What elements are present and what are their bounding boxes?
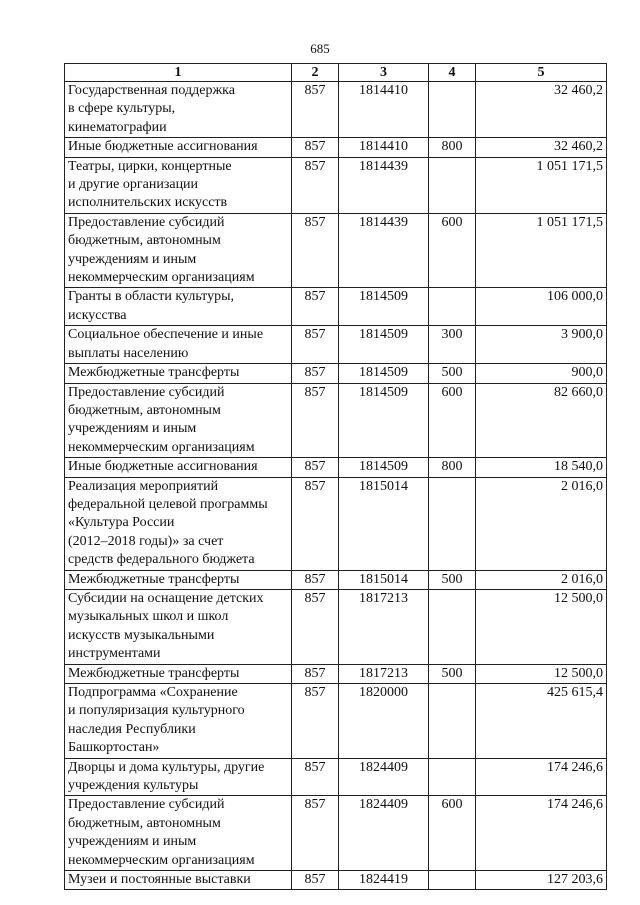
row-target-item-cell-text: 1820000 [359, 685, 408, 700]
row-expense-type-cell-text: 600 [441, 384, 463, 400]
table-row [65, 570, 607, 589]
row-target-item-cell [339, 684, 429, 759]
row-ministry-cell-text: 857 [304, 327, 326, 343]
table-body [65, 82, 607, 890]
table-row [65, 458, 607, 477]
row-expense-type-cell-text: 800 [441, 139, 463, 155]
row-sum-cell [476, 213, 607, 288]
row-ministry-cell [292, 589, 339, 664]
row-name-cell-text: Дворцы и дома культуры, другие учреждения культуры [68, 759, 265, 794]
row-name-cell [65, 383, 292, 458]
table-row [65, 684, 607, 759]
row-sum-cell [476, 364, 607, 383]
row-name-cell [65, 664, 292, 683]
row-sum-cell [476, 664, 607, 683]
row-name-cell [65, 288, 292, 326]
row-name-cell-text: Межбюджетные трансферты [68, 571, 240, 587]
row-sum-cell [476, 383, 607, 458]
row-ministry-cell-text: 857 [304, 214, 326, 230]
row-ministry-cell [292, 213, 339, 288]
row-name-cell-text: Иные бюджетные ассигнования [68, 139, 258, 155]
row-sum-cell-text: 106 000,0 [547, 289, 603, 305]
row-name-cell [65, 157, 292, 213]
row-name-cell [65, 138, 292, 157]
row-name-cell [65, 477, 292, 570]
row-target-item-cell [339, 477, 429, 570]
row-expense-type-cell [429, 213, 476, 288]
row-sum-cell-text: 82 660,0 [554, 384, 603, 400]
row-target-item-cell [339, 364, 429, 383]
row-sum-cell [476, 157, 607, 213]
row-ministry-cell [292, 326, 339, 364]
table-row [65, 288, 607, 326]
row-ministry-cell-text: 857 [304, 83, 326, 98]
row-ministry-cell-text: 857 [304, 459, 326, 475]
page-number: 685 [310, 41, 330, 56]
row-expense-type-cell [429, 138, 476, 157]
column-header-expense-type: 4 [429, 64, 476, 82]
row-expense-type-cell [429, 871, 476, 890]
row-sum-cell-text: 12 500,0 [554, 590, 603, 606]
row-target-item-cell [339, 570, 429, 589]
row-expense-type-cell [429, 458, 476, 477]
row-ministry-cell-text: 857 [304, 139, 326, 155]
row-sum-cell [476, 589, 607, 664]
row-name-cell-text: Предоставление субсидий бюджетным, автономным учреждениям и иным некоммерческим организациям [68, 214, 255, 286]
row-name-cell-text: Подпрограмма «Сохранение и популяризация культурного наследия Республики Башкортостан» [68, 685, 245, 756]
row-expense-type-cell-text: 500 [441, 665, 463, 681]
row-expense-type-cell [429, 758, 476, 796]
row-target-item-cell-text: 1817213 [359, 590, 408, 606]
row-name-cell [65, 684, 292, 759]
row-name-cell [65, 570, 292, 589]
row-target-item-cell-text: 1815014 [359, 571, 408, 587]
row-sum-cell-text: 2 016,0 [561, 571, 603, 587]
row-ministry-cell [292, 871, 339, 890]
row-name-cell-text: Межбюджетные трансферты [68, 365, 240, 381]
row-sum-cell-text: 174 246,6 [547, 759, 603, 775]
row-name-cell-text: Театры, цирки, концертные и другие организации исполнительских искусств [68, 158, 232, 211]
row-expense-type-cell-text: 800 [441, 459, 463, 475]
table-row [65, 383, 607, 458]
row-expense-type-cell [429, 364, 476, 383]
row-sum-cell [476, 796, 607, 871]
row-sum-cell-text: 2 016,0 [561, 478, 603, 494]
row-name-cell-text: Музеи и постоянные выставки [68, 872, 251, 888]
row-name-cell-text: Субсидии на оснащение детских музыкальных школ и школ искусств музыкальными инструментами [68, 590, 264, 662]
row-target-item-cell [339, 458, 429, 477]
column-header-name: 1 [65, 64, 292, 82]
row-expense-type-cell [429, 383, 476, 458]
row-target-item-cell-text: 1814439 [359, 158, 408, 174]
row-name-cell [65, 82, 292, 138]
row-name-cell [65, 364, 292, 383]
table-row [65, 871, 607, 890]
row-ministry-cell [292, 796, 339, 871]
table-row [65, 213, 607, 288]
row-expense-type-cell [429, 477, 476, 570]
table-row [65, 477, 607, 570]
row-name-cell [65, 758, 292, 796]
row-target-item-cell-text: 1817213 [359, 665, 408, 681]
row-target-item-cell-text: 1814509 [359, 365, 408, 381]
row-expense-type-cell [429, 589, 476, 664]
row-target-item-cell [339, 871, 429, 890]
row-target-item-cell-text: 1814410 [359, 83, 408, 98]
row-sum-cell [476, 758, 607, 796]
row-ministry-cell-text: 857 [304, 365, 326, 381]
row-target-item-cell-text: 1824409 [359, 797, 408, 813]
row-target-item-cell [339, 82, 429, 138]
column-header-ministry: 2 [292, 64, 339, 82]
row-ministry-cell-text: 857 [304, 759, 326, 775]
row-expense-type-cell [429, 157, 476, 213]
row-target-item-cell-text: 1814509 [359, 327, 408, 343]
table-row [65, 664, 607, 683]
row-sum-cell-text: 1 051 171,5 [536, 158, 603, 174]
row-name-cell-text: Иные бюджетные ассигнования [68, 459, 258, 475]
row-name-cell-text: Гранты в области культуры, искусства [68, 289, 235, 323]
row-ministry-cell-text: 857 [304, 289, 326, 305]
row-target-item-cell [339, 138, 429, 157]
row-sum-cell [476, 326, 607, 364]
row-expense-type-cell-text: 600 [441, 797, 463, 813]
row-sum-cell-text: 18 540,0 [554, 459, 603, 475]
row-target-item-cell [339, 157, 429, 213]
row-expense-type-cell-text: 500 [441, 365, 463, 381]
row-expense-type-cell [429, 82, 476, 138]
row-ministry-cell-text: 857 [304, 384, 326, 400]
table-row [65, 326, 607, 364]
row-expense-type-cell [429, 570, 476, 589]
row-sum-cell-text: 900,0 [571, 365, 603, 381]
column-header-target-item: 3 [339, 64, 429, 82]
row-ministry-cell [292, 138, 339, 157]
row-sum-cell-text: 127 203,6 [547, 872, 603, 888]
row-expense-type-cell-text: 300 [441, 327, 463, 343]
table-row [65, 758, 607, 796]
row-target-item-cell [339, 288, 429, 326]
row-ministry-cell [292, 288, 339, 326]
row-name-cell [65, 871, 292, 890]
table-row [65, 138, 607, 157]
row-name-cell-text: Предоставление субсидий бюджетным, автономным учреждениям и иным некоммерческим организациям [68, 384, 255, 455]
row-ministry-cell-text: 857 [304, 571, 326, 587]
row-target-item-cell-text: 1814509 [359, 289, 408, 305]
row-ministry-cell-text: 857 [304, 478, 326, 494]
row-sum-cell [476, 458, 607, 477]
row-target-item-cell [339, 589, 429, 664]
table-row [65, 82, 607, 138]
row-sum-cell-text: 32 460,2 [554, 139, 603, 155]
row-ministry-cell-text: 857 [304, 590, 326, 606]
row-name-cell [65, 589, 292, 664]
row-target-item-cell [339, 664, 429, 683]
row-expense-type-cell-text: 500 [441, 571, 463, 587]
row-name-cell-text: Государственная поддержка в сфере культуры, кинематографии [68, 83, 235, 135]
row-sum-cell [476, 871, 607, 890]
row-ministry-cell [292, 758, 339, 796]
row-sum-cell-text: 12 500,0 [554, 665, 603, 681]
row-expense-type-cell [429, 796, 476, 871]
row-expense-type-cell [429, 288, 476, 326]
row-target-item-cell-text: 1815014 [359, 478, 408, 494]
row-ministry-cell [292, 458, 339, 477]
row-sum-cell [476, 477, 607, 570]
row-target-item-cell [339, 326, 429, 364]
row-sum-cell [476, 684, 607, 759]
row-target-item-cell [339, 213, 429, 288]
table-row [65, 157, 607, 213]
row-ministry-cell-text: 857 [304, 685, 326, 700]
row-expense-type-cell-text: 600 [441, 214, 463, 230]
row-expense-type-cell [429, 684, 476, 759]
row-ministry-cell-text: 857 [304, 872, 326, 888]
row-ministry-cell [292, 570, 339, 589]
row-ministry-cell [292, 157, 339, 213]
row-sum-cell [476, 82, 607, 138]
row-target-item-cell-text: 1814509 [359, 384, 408, 400]
row-ministry-cell [292, 364, 339, 383]
row-sum-cell-text: 1 051 171,5 [536, 214, 603, 230]
table-row [65, 796, 607, 871]
row-name-cell [65, 213, 292, 288]
row-ministry-cell-text: 857 [304, 665, 326, 681]
row-target-item-cell [339, 758, 429, 796]
row-sum-cell-text: 32 460,2 [554, 83, 603, 98]
row-ministry-cell-text: 857 [304, 158, 326, 174]
header-row [65, 64, 607, 82]
row-sum-cell-text: 3 900,0 [561, 327, 603, 343]
row-ministry-cell [292, 664, 339, 683]
row-ministry-cell [292, 82, 339, 138]
row-sum-cell-text: 174 246,6 [547, 797, 603, 813]
column-header-sum: 5 [476, 64, 607, 82]
row-ministry-cell [292, 477, 339, 570]
row-sum-cell [476, 570, 607, 589]
row-name-cell [65, 796, 292, 871]
row-target-item-cell [339, 796, 429, 871]
row-sum-cell-text: 425 615,4 [547, 685, 603, 700]
row-ministry-cell [292, 383, 339, 458]
row-target-item-cell-text: 1824419 [359, 872, 408, 888]
row-target-item-cell-text: 1824409 [359, 759, 408, 775]
row-sum-cell [476, 138, 607, 157]
row-name-cell-text: Социальное обеспечение и иные выплаты населению [68, 327, 264, 361]
row-name-cell [65, 326, 292, 364]
table-row [65, 364, 607, 383]
row-target-item-cell-text: 1814509 [359, 459, 408, 475]
row-name-cell [65, 458, 292, 477]
row-ministry-cell-text: 857 [304, 797, 326, 813]
budget-table [64, 63, 607, 890]
row-target-item-cell-text: 1814410 [359, 139, 408, 155]
row-name-cell-text: Предоставление субсидий бюджетным, автономным учреждениям и иным некоммерческим организациям [68, 797, 255, 868]
row-target-item-cell [339, 383, 429, 458]
row-name-cell-text: Межбюджетные трансферты [68, 665, 240, 681]
row-expense-type-cell [429, 326, 476, 364]
row-ministry-cell [292, 684, 339, 759]
row-name-cell-text: Реализация мероприятий федеральной целевой программы «Культура России (2012–2018 годы)» за счет средств федерального бюджета [68, 478, 268, 568]
row-sum-cell [476, 288, 607, 326]
table-row [65, 589, 607, 664]
row-expense-type-cell [429, 664, 476, 683]
row-target-item-cell-text: 1814439 [359, 214, 408, 230]
